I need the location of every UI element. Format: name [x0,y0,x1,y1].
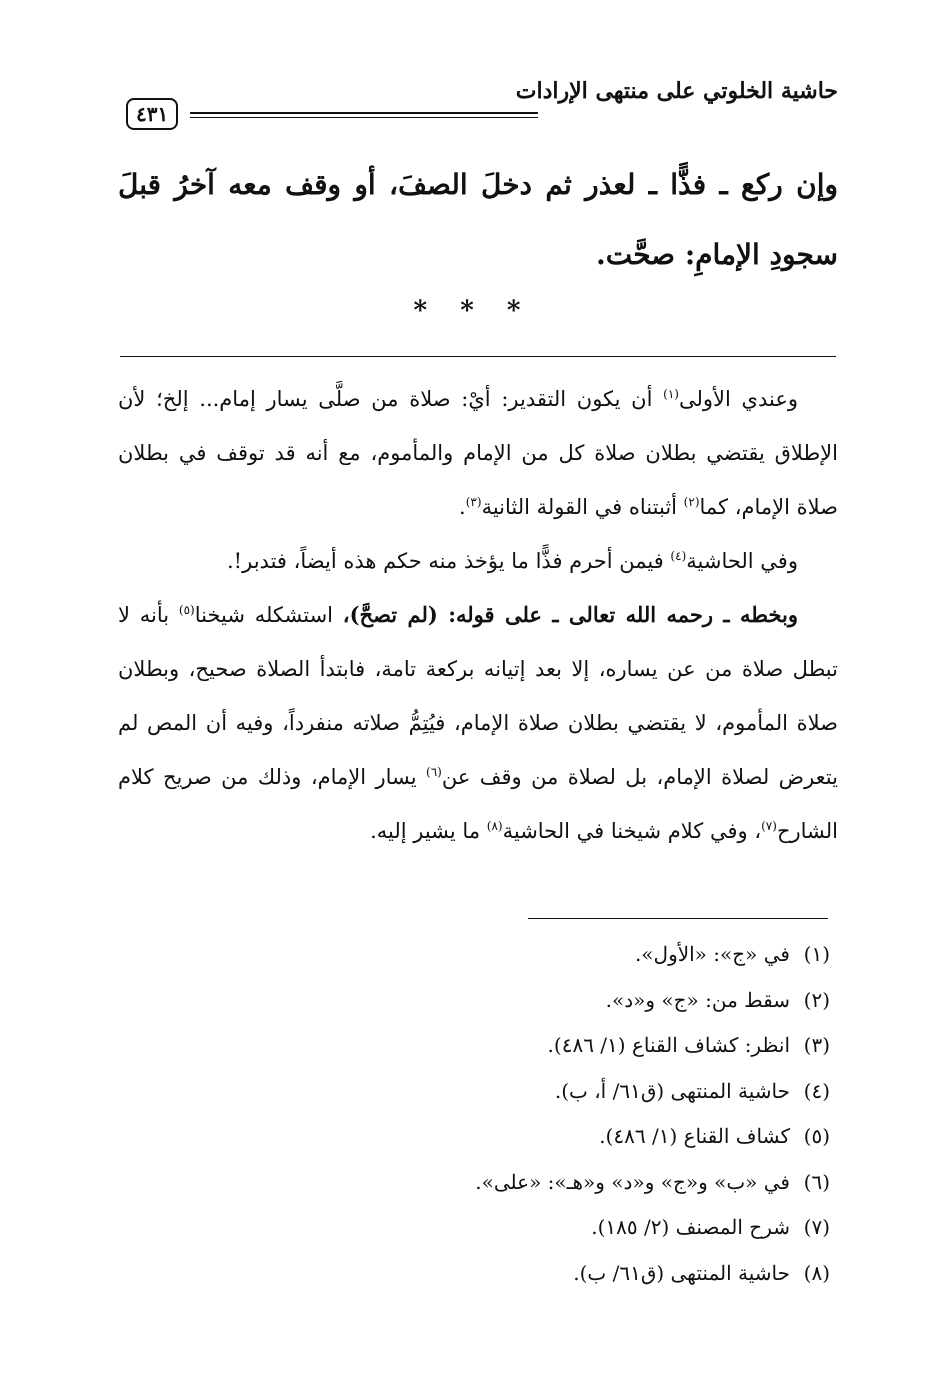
footnote-number: (٨) [803,1260,830,1285]
header-rule [190,112,538,118]
footnote-number: (٤) [803,1078,830,1103]
footnote-number: (٧) [803,1215,830,1239]
footnote-ref-5[interactable]: (٥) [178,603,195,617]
footnote-text: حاشية المنتهى (ق٦١/ ب). [573,1260,790,1285]
text-run: . [459,495,466,519]
footnotes-list [118,932,830,1296]
text-run: أثبتناه في القولة الثانية [481,495,684,519]
commentary-paragraph-2 [118,534,838,588]
footnote-item [118,1023,830,1069]
commentary-paragraph-1 [118,372,838,534]
text-run: استشكله شيخنا [194,603,343,627]
footnote-ref-3[interactable]: (٣) [465,495,482,509]
text-run: فيمن أحرم فذًّا ما يؤخذ منه حكم هذه أيضاً، فتدبر!. [227,549,671,573]
footnote-number: (٣) [803,1033,830,1057]
footnote-item [118,932,830,978]
footnote-ref-7[interactable]: (٧) [761,819,777,833]
footnote-ref-2[interactable]: (٢) [683,495,700,509]
footnote-number: (٢) [803,987,830,1012]
page-header [118,78,838,124]
footnote-item [118,978,830,1024]
footnote-ref-1[interactable]: (١) [663,387,679,401]
text-run: أن يكون التقدير: أيْ: صلاة من صلَّى يسار إمام... إلخ؛ لأن الإطلاق يقتضي بطلان صلاة كل من الإمام والمأموم، مع أنه قد توقف في بطلان صلاة الإمام، كما [118,387,838,519]
footnote-number: (٥) [803,1124,830,1148]
footnote-number: (٦) [803,1169,830,1194]
footnote-text: سقط من: «ج» و«د». [605,987,790,1012]
footnote-rule [528,918,828,919]
footnote-text: في «ج»: «الأول». [634,942,790,966]
text-run: بأنه لا تبطل صلاة من عن يساره، إلا بعد إتيانه بركعة تامة، فابتدأ الصلاة صحيح، وبطلان صلاة المأموم، لا يقتضي بطلان صلاة الإمام، فيُتِمُّ صلاته منفرداً، وفيه أن المص لم يتعرض لصلاة الإمام، بل لصلاة من وقف عن [118,603,838,789]
commentary [118,372,838,858]
text-run-bold: وبخطه ـ رحمه الله تعالى ـ على قوله: (لم تصحَّ)، [342,602,798,627]
footnote-item [118,1160,830,1206]
running-title: حاشية الخلوتي على منتهى الإرادات [515,78,838,104]
commentary-rule [120,356,836,357]
text-run: ، وفي كلام شيخنا في الحاشية [502,819,762,843]
text-run: وفي الحاشية [686,549,798,573]
footnote-ref-4[interactable]: (٤) [670,549,687,563]
footnote-ref-8[interactable]: (٨) [486,819,503,833]
commentary-paragraph-3 [118,588,838,858]
main-text: وإن ركع ـ فذًّا ـ لعذر ثم دخلَ الصفَ، أو وقف معه آخرُ قبلَ سجودِ الإمامِ: صحَّت. [118,168,838,271]
footnote-text: في «ب» و«ج» و«د» و«هـ»: «على». [475,1169,790,1194]
footnote-number: (١) [803,942,830,966]
footnote-text: كشاف القناع (١/ ٤٨٦). [599,1124,790,1148]
footnote-text: حاشية المنتهى (ق٦١/ أ، ب). [554,1078,790,1103]
text-run: وعندي الأولى [678,387,799,411]
footnote-item [118,1205,830,1251]
text-run: يسار الإمام، وذلك من صريح كلام الشارح [118,765,838,843]
footnote-text: شرح المصنف (٢/ ١٨٥). [591,1215,790,1239]
footnote-item [118,1114,830,1160]
footnote-item [118,1069,830,1115]
page-number: ٤٣١ [126,98,178,130]
footnote-ref-6[interactable]: (٦) [426,765,442,779]
text-run: ما يشير إليه. [370,819,487,843]
footnote-item [118,1251,830,1297]
section-separator: * * * [413,296,533,326]
footnote-text: انظر: كشاف القناع (١/ ٤٨٦). [547,1033,790,1057]
